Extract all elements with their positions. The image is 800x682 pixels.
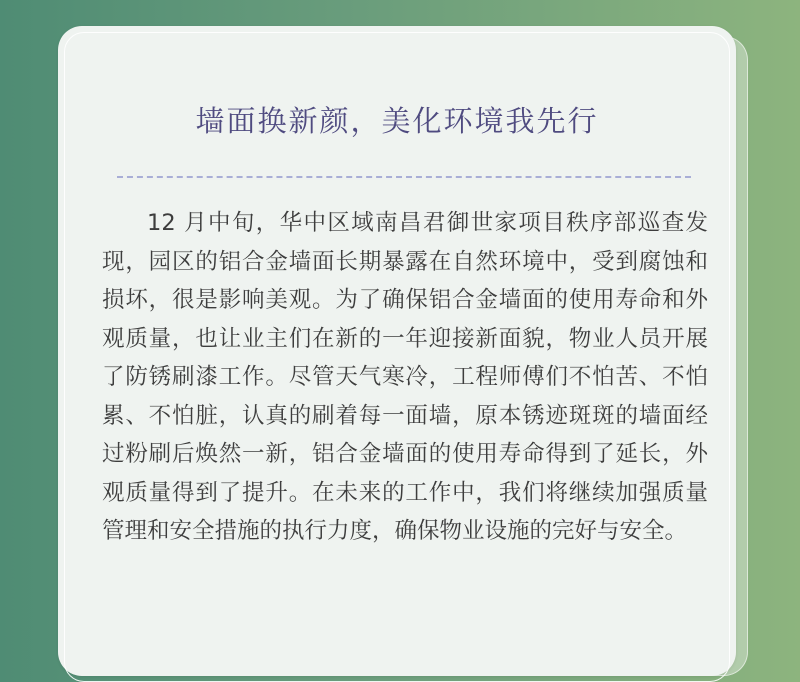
article-body: 12 月中旬，华中区域南昌君御世家项目秩序部巡查发现，园区的铝合金墙面长期暴露在自然环境中，受到腐蚀和损坏，很是影响美观。为了确保铝合金墙面的使用寿命和外观质量，也让业主们在新的一年迎接新面貌，物业人员开展了防锈刷漆工作。尽管天气寒冷，工程师傅们不怕苦、不怕累、不怕脏，认真的刷着每一面墙，原本锈迹斑斑的墙面经过粉刷后焕然一新，铝合金墙面的使用寿命得到了延长，外观质量得到了提升。在未来的工作中，我们将继续加强质量管理和安全措施的执行力度，确保物业设施的完好与安全。 [102,210,708,544]
dashed-divider [117,176,691,178]
article-title: 墙面换新颜，美化环境我先行 [195,104,599,138]
